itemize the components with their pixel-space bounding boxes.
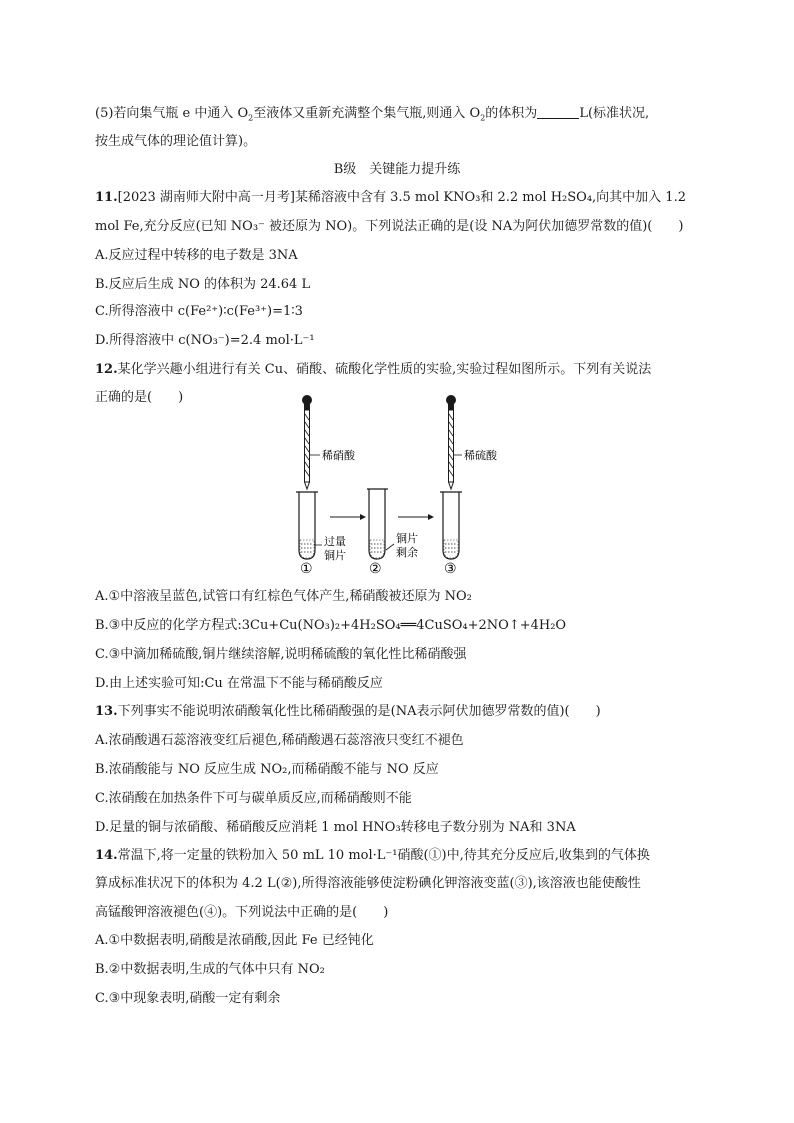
q5-line-1: (5)若向集气瓶 e 中通入 $O_2$至液体又重新充满整个集气瓶,则通入 $O_2$的体积为 L(标准状况, [95, 106, 650, 123]
label-copper-1: 铜片 [324, 549, 346, 562]
dropper-1-icon [302, 395, 312, 489]
q14-line-1: 14.常温下,将一定量的铁粉加入 50 mL 10 mol·L⁻¹硝酸(①)中,待其充分反应后,收集到的气体换 [95, 848, 650, 863]
q13-option-c[interactable]: C.浓硝酸在加热条件下可与碳单质反应,而稀硝酸则不能 [95, 791, 412, 806]
q11-option-d[interactable]: D.所得溶液中 c(NO₃⁻)=2.4 mol·L⁻¹ [95, 333, 315, 348]
q11-option-b[interactable]: B.反应后生成 NO 的体积为 24.64 L [95, 277, 311, 292]
answer-blank[interactable] [537, 104, 579, 119]
question-number: 11. [95, 190, 118, 205]
tube-3-label: ③ [444, 561, 457, 577]
q11-option-a[interactable]: A.反应过程中转移的电子数是 3NA [95, 248, 298, 263]
q12-option-b[interactable]: B.③中反应的化学方程式:3Cu+Cu(NO₃)₂+4H₂SO₄══4CuSO₄+2NO↑+4H₂O [95, 618, 567, 633]
q11-option-c[interactable]: C.所得溶液中 c(Fe²⁺)∶c(Fe³⁺)=1∶3 [95, 304, 303, 319]
q14-option-a[interactable]: A.①中数据表明,硝酸是浓硝酸,因此 Fe 已经钝化 [95, 933, 374, 948]
q12-line-1: 12.某化学兴趣小组进行有关 Cu、硝酸、硫酸化学性质的实验,实验过程如图所示。下列有关说法 [95, 362, 652, 377]
q12-option-c[interactable]: C.③中滴加稀硫酸,铜片继续溶解,说明稀硫酸的氧化性比稀硝酸强 [95, 647, 467, 662]
q13-option-d[interactable]: D.足量的铜与浓硝酸、稀硝酸反应消耗 1 mol HNO₃转移电子数分别为 NA和 3NA [95, 820, 576, 835]
q11-line-2: mol Fe,充分反应(已知 NO₃⁻ 被还原为 NO)。下列说法正确的是(设 NA为阿伏加德罗常数的值)( ) [95, 219, 684, 234]
question-number: 13. [95, 704, 118, 719]
q13-option-a[interactable]: A.浓硝酸遇石蕊溶液变红后褪色,稀硝酸遇石蕊溶液只变红不褪色 [95, 733, 464, 748]
q14-line-3: 高锰酸钾溶液褪色(④)。下列说法中正确的是( ) [95, 905, 389, 920]
test-tube-1 [296, 492, 318, 559]
test-tube-2 [367, 489, 388, 559]
q11-line-1: 11.[2023 湖南师大附中高一月考]某稀溶液中含有 3.5 mol KNO₃和 2.2 mol H₂SO₄,向其中加入 1.2 [95, 190, 686, 205]
q12-option-d[interactable]: D.由上述实验可知:Cu 在常温下不能与稀硝酸反应 [95, 676, 383, 691]
q13-option-b[interactable]: B.浓硝酸能与 NO 反应生成 NO₂,而稀硝酸不能与 NO 反应 [95, 762, 439, 777]
label-dilute-nitric: 稀硝酸 [322, 449, 355, 462]
question-number: 14. [95, 848, 118, 863]
experiment-diagram [280, 392, 510, 577]
q14-line-2: 算成标准状况下的体积为 4.2 L(②),所得溶液能够使淀粉碘化钾溶液变蓝(③),该溶液也能使酸性 [95, 876, 641, 891]
label-copper-2: 铜片 [396, 532, 418, 545]
q5-line-2: 按生成气体的理论值计算)。 [95, 134, 257, 149]
tube-2-label: ② [369, 561, 382, 577]
dropper-2-icon [446, 395, 456, 489]
test-tube-3 [440, 492, 462, 559]
label-dilute-sulfuric: 稀硫酸 [464, 449, 497, 462]
q14-option-b[interactable]: B.②中数据表明,生成的气体中只有 NO₂ [95, 962, 325, 977]
question-number: 12. [95, 362, 118, 377]
q14-option-c[interactable]: C.③中现象表明,硝酸一定有剩余 [95, 991, 281, 1006]
q12-option-a[interactable]: A.①中溶液呈蓝色,试管口有红棕色气体产生,稀硝酸被还原为 NO₂ [95, 589, 472, 604]
label-remaining: 剩余 [396, 546, 418, 559]
q12-line-2: 正确的是( ) [95, 390, 184, 405]
tube-1-label: ① [300, 561, 313, 577]
q13-line-1: 13.下列事实不能说明浓硝酸氧化性比稀硝酸强的是(NA表示阿伏加德罗常数的值)( ) [95, 704, 601, 719]
section-title: B级 关键能力提升练 [333, 162, 461, 177]
label-excess: 过量 [324, 535, 346, 548]
